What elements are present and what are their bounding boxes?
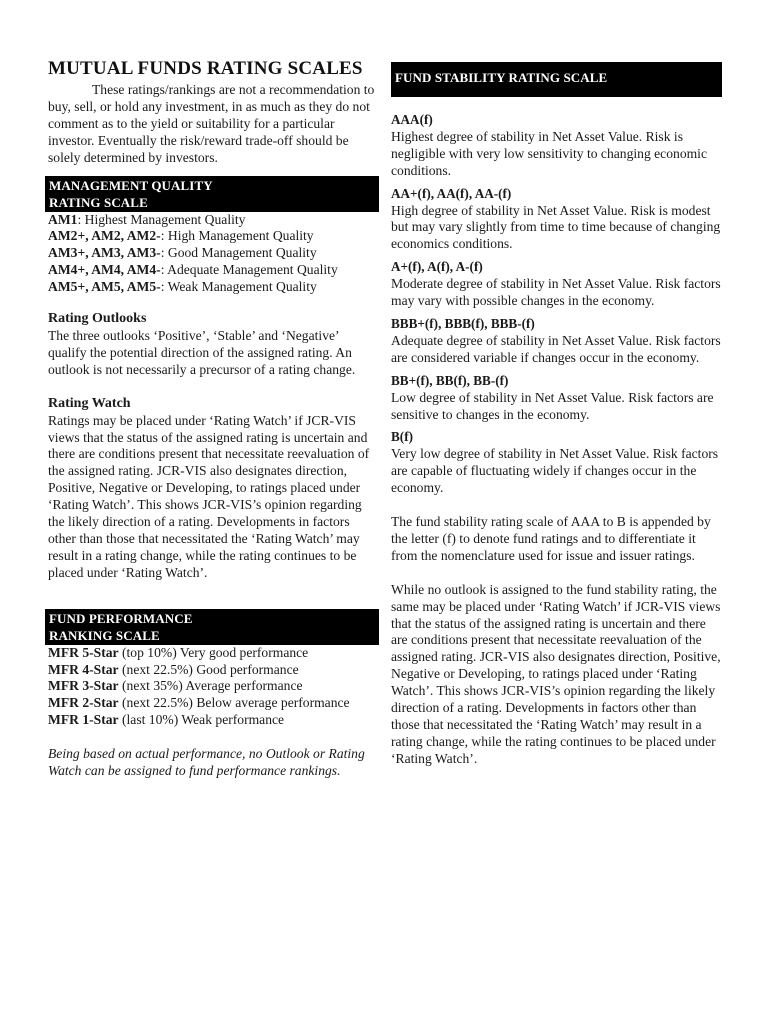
management-quality-list: [48, 212, 380, 297]
list-item: [48, 712, 380, 729]
left-column: [48, 58, 380, 780]
stability-item: [391, 112, 723, 180]
management-quality-header-line2: RATING SCALE: [49, 194, 148, 210]
stability-scale-paragraph: The fund stability rating scale of AAA to B is appended by the letter (f) to denote fund ratings and to differentiate it from the nomenclature used for issue and issuer ratings.: [391, 514, 711, 563]
list-item: [48, 279, 380, 296]
stability-item: [391, 259, 723, 310]
stability-code: B(f): [391, 429, 413, 445]
stability-desc: Low degree of stability in Net Asset Value. Risk factors are sensitive to changes in the economy.: [391, 389, 714, 422]
intro-paragraph: These ratings/rankings are not a recommendation to buy, sell, or hold any investment, in as much as they do not comment as to the yield or suitability for a particular investor. Eventually the risk/reward trade-off should be solely determined by investors.: [48, 82, 375, 165]
stability-item: [391, 429, 723, 497]
stability-item: [391, 373, 723, 424]
list-item: [48, 645, 380, 662]
rating-code: AM2+, AM2, AM2-: [48, 228, 161, 244]
stability-watch-paragraph: While no outlook is assigned to the fund stability rating, the same may be placed under ‘Rating Watch’ if JCR-VIS views that the status of the assigned rating is uncertain and there are conditions present that necessitate reevaluation of the assigned rating. JCR-VIS also designates direction, Positive, Negative or Developing, to ratings placed under ‘Rating Watch’. This shows JCR-VIS’s opinion regarding the likely direction of a rating. Developments in factors other than those that necessitated the ‘Rating Watch’ may result in a rating change, while the rating continues to be placed under ‘Rating Watch’.: [391, 581, 721, 766]
rating-code: AM3+, AM3, AM3-: [48, 245, 161, 261]
list-item: [48, 695, 380, 712]
rating-code: AM4+, AM4, AM4-: [48, 262, 161, 278]
fund-performance-header-line1: FUND PERFORMANCE: [49, 610, 193, 626]
list-item: [48, 662, 380, 679]
rating-desc: : Weak Management Quality: [160, 279, 317, 295]
list-item: [48, 262, 380, 279]
stability-desc: Moderate degree of stability in Net Asset Value. Risk factors may vary with possible changes in the economy.: [391, 276, 721, 309]
rating-outlooks-heading: Rating Outlooks: [48, 311, 147, 327]
list-item: [48, 245, 380, 262]
ranking-code: MFR 3-Star: [48, 678, 119, 694]
right-column: [391, 62, 723, 768]
ranking-desc: (next 22.5%) Below average performance: [118, 695, 350, 711]
rating-desc: : Highest Management Quality: [77, 211, 246, 227]
rating-desc: : High Management Quality: [160, 228, 314, 244]
ranking-code: MFR 2-Star: [48, 695, 119, 711]
stability-desc: Adequate degree of stability in Net Asset Value. Risk factors are considered variable if changes occur in the economy.: [391, 332, 721, 365]
management-quality-header-line1: MANAGEMENT QUALITY: [49, 177, 213, 193]
ranking-desc: (top 10%) Very good performance: [118, 644, 309, 660]
rating-code: AM5+, AM5, AM5-: [48, 279, 161, 295]
rating-watch-text: Ratings may be placed under ‘Rating Watch’ if JCR-VIS views that the status of the assigned rating is uncertain and there are conditions present that necessitate reevaluation of the assigned rating. JCR-VIS also designates direction, Positive, Negative or Developing, to ratings placed under ‘Rating Watch’. This shows JCR-VIS’s opinion regarding the likely direction of a rating. Developments in factors other than those that necessitated the ‘Rating Watch’ may result in a rating change, while the rating continues to be placed under ‘Rating Watch’.: [48, 412, 370, 580]
management-quality-header: [45, 176, 379, 212]
stability-code: A+(f), A(f), A-(f): [391, 259, 483, 275]
ranking-code: MFR 4-Star: [48, 661, 119, 677]
rating-code: AM1: [48, 211, 78, 227]
rating-watch-section: [48, 396, 380, 582]
list-item: [48, 212, 380, 229]
ranking-code: MFR 5-Star: [48, 644, 119, 660]
list-item: [48, 678, 380, 695]
stability-code: AA+(f), AA(f), AA-(f): [391, 185, 512, 201]
fund-performance-list: [48, 645, 380, 730]
ranking-desc: (next 22.5%) Good performance: [118, 661, 299, 677]
rating-watch-heading: Rating Watch: [48, 395, 131, 411]
ranking-desc: (next 35%) Average performance: [118, 678, 303, 694]
stability-item: [391, 316, 723, 367]
ranking-desc: (last 10%) Weak performance: [118, 712, 285, 728]
stability-desc: High degree of stability in Net Asset Value. Risk is modest but may vary slightly from time to time because of changing economics conditions.: [391, 202, 721, 252]
stability-code: BBB+(f), BBB(f), BBB-(f): [391, 315, 535, 331]
fund-performance-header-line2: RANKING SCALE: [49, 627, 160, 643]
fund-performance-note: Being based on actual performance, no Outlook or Rating Watch can be assigned to fund performance rankings.: [48, 746, 365, 779]
rating-outlooks-section: [48, 311, 380, 379]
stability-item: [391, 186, 723, 254]
stability-code: AAA(f): [391, 112, 433, 127]
page-title: MUTUAL FUNDS RATING SCALES: [48, 58, 363, 79]
stability-desc: Highest degree of stability in Net Asset Value. Risk is negligible with very low sensitivity to changing economic conditions.: [391, 128, 707, 178]
list-item: [48, 228, 380, 245]
rating-outlooks-text: The three outlooks ‘Positive’, ‘Stable’ and ‘Negative’ qualify the potential direction of the assigned rating. An outlook is not necessarily a precursor of a rating change.: [48, 327, 356, 377]
stability-desc: Very low degree of stability in Net Asset Value. Risk factors are capable of fluctuating widely if changes occur in the economy.: [391, 446, 719, 496]
stability-code: BB+(f), BB(f), BB-(f): [391, 372, 509, 388]
fund-stability-header: FUND STABILITY RATING SCALE: [391, 62, 722, 97]
rating-desc: : Adequate Management Quality: [160, 262, 338, 278]
fund-performance-header: [45, 609, 379, 645]
rating-desc: : Good Management Quality: [160, 245, 317, 261]
ranking-code: MFR 1-Star: [48, 712, 119, 728]
